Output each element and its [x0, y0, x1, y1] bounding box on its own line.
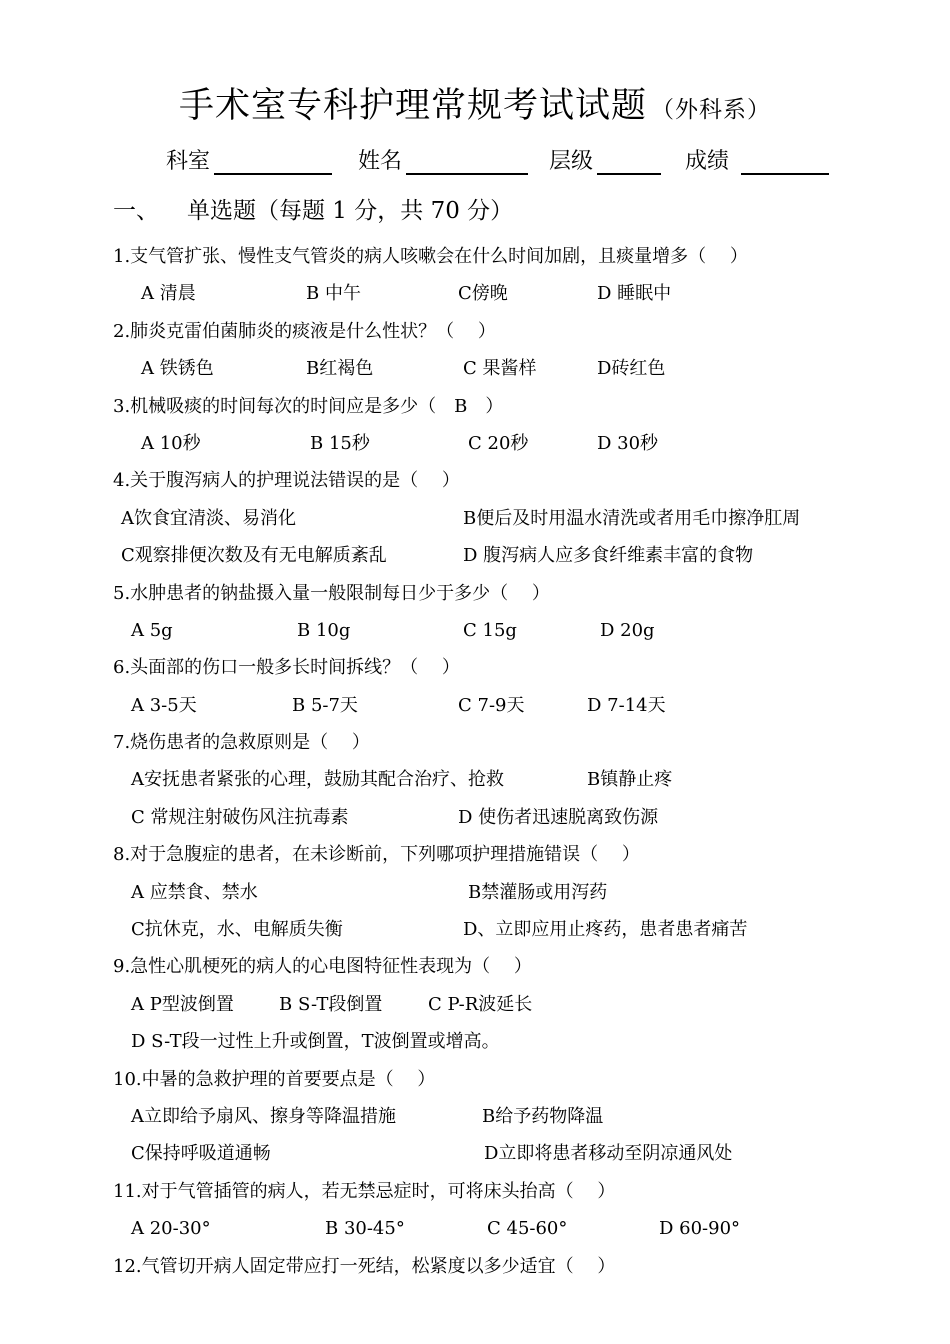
option-row [0, 803, 950, 840]
option-row [0, 878, 950, 915]
question-item [0, 840, 950, 877]
question-text: 10.中暑的急救护理的首要要点是（ ） [113, 1068, 436, 1090]
option-c[interactable]: C 7-9天 [458, 694, 525, 716]
question-item [0, 392, 950, 429]
question-text: 9.急性心肌梗死的病人的心电图特征性表现为（ ） [113, 956, 532, 978]
question-item [0, 466, 950, 503]
option-a[interactable]: A饮食宜清淡、易消化 [121, 507, 296, 529]
option-row [0, 429, 950, 466]
question-text: 2.肺炎克雷伯菌肺炎的痰液是什么性状？（ ） [113, 320, 496, 342]
option-c[interactable]: C抗休克，水、电解质失衡 [131, 919, 343, 941]
question-text: 3.机械吸痰的时间每次的时间应是多少（ B ） [113, 395, 504, 417]
option-b[interactable]: B红褐色 [306, 358, 374, 380]
option-row [0, 1027, 950, 1064]
option-b[interactable]: B 30-45° [325, 1218, 405, 1240]
option-a[interactable]: A 10秒 [141, 432, 201, 454]
option-c[interactable]: C 45-60° [487, 1218, 568, 1240]
question-item [0, 242, 950, 279]
question-text: 5.水肿患者的钠盐摄入量一般限制每日少于多少（ ） [113, 582, 550, 604]
option-row [0, 1102, 950, 1139]
option-a[interactable]: A 3-5天 [131, 694, 197, 716]
option-c[interactable]: C 15g [463, 619, 517, 641]
option-b[interactable]: B 中午 [306, 283, 361, 305]
field-department-label: 科室 [166, 149, 211, 174]
field-score-blank[interactable] [741, 145, 829, 175]
question-list [0, 242, 950, 1289]
option-c[interactable]: C 常规注射破伤风注抗毒素 [131, 806, 349, 828]
exam-title [0, 78, 950, 128]
field-level [549, 144, 661, 175]
option-c[interactable]: C 20秒 [468, 432, 529, 454]
field-department [166, 144, 332, 175]
option-a[interactable]: A P型波倒置 [131, 993, 234, 1015]
option-d[interactable]: D、立即应用止疼药，患者患者痛苦 [463, 919, 748, 941]
question-text: 6.头面部的伤口一般多长时间拆线？（ ） [113, 657, 460, 679]
field-score [685, 144, 829, 175]
option-d[interactable]: D 腹泻病人应多食纤维素丰富的食物 [463, 545, 754, 567]
option-a[interactable]: A 铁锈色 [141, 358, 214, 380]
option-row [0, 691, 950, 728]
option-a[interactable]: A 清晨 [141, 283, 196, 305]
question-text: 7.烧伤患者的急救原则是（ ） [113, 732, 370, 754]
option-b[interactable]: B 15秒 [310, 432, 370, 454]
exam-title-subtitle: （外科系） [651, 97, 771, 123]
section-number: 一、 [113, 198, 159, 224]
option-a[interactable]: A 应禁食、禁水 [131, 881, 258, 903]
field-name-blank[interactable] [406, 145, 528, 175]
option-row [0, 765, 950, 802]
question-text: 4.关于腹泻病人的护理说法错误的是（ ） [113, 470, 460, 492]
option-row [0, 990, 950, 1027]
question-item [0, 728, 950, 765]
option-a[interactable]: A安抚患者紧张的心理，鼓励其配合治疗、抢救 [131, 769, 504, 791]
option-d[interactable]: D 使伤者迅速脱离致伤源 [458, 806, 659, 828]
option-row [0, 354, 950, 391]
exam-title-main: 手术室专科护理常规考试试题 [178, 86, 647, 126]
option-d[interactable]: D 30秒 [597, 432, 659, 454]
option-b[interactable]: B S-T段倒置 [279, 993, 383, 1015]
option-b[interactable]: B便后及时用温水清洗或者用毛巾擦净肛周 [463, 507, 801, 529]
question-text: 11.对于气管插管的病人，若无禁忌症时，可将床头抬高（ ） [113, 1180, 616, 1202]
option-row [0, 1214, 950, 1251]
question-item [0, 1177, 950, 1214]
field-name [358, 144, 528, 175]
option-d[interactable]: D 20g [600, 619, 655, 641]
option-b[interactable]: B禁灌肠或用泻药 [468, 881, 608, 903]
question-item [0, 952, 950, 989]
option-c[interactable]: C保持呼吸道通畅 [131, 1143, 271, 1165]
option-d[interactable]: D 睡眠中 [597, 283, 672, 305]
section-title: 单选题（每题 1 分，共 70 分） [187, 198, 514, 224]
question-item [0, 1252, 950, 1289]
option-row [0, 541, 950, 578]
option-d[interactable]: D S-T段一过性上升或倒置，T波倒置或增高。 [131, 1031, 500, 1053]
option-row [0, 915, 950, 952]
question-item [0, 317, 950, 354]
option-a[interactable]: A立即给予扇风、擦身等降温措施 [131, 1105, 396, 1127]
question-text: 12.气管切开病人固定带应打一死结，松紧度以多少适宜（ ） [113, 1255, 616, 1277]
option-c[interactable]: C P-R波延长 [428, 993, 533, 1015]
option-b[interactable]: B镇静止疼 [587, 769, 673, 791]
option-a[interactable]: A 20-30° [131, 1218, 211, 1240]
field-department-blank[interactable] [214, 145, 332, 175]
option-a[interactable]: A 5g [131, 619, 173, 641]
option-b[interactable]: B 5-7天 [292, 694, 358, 716]
section-heading [113, 192, 513, 225]
field-level-label: 层级 [549, 149, 594, 174]
question-item [0, 1065, 950, 1102]
option-d[interactable]: D立即将患者移动至阴凉通风处 [484, 1143, 733, 1165]
option-c[interactable]: C 果酱样 [463, 358, 537, 380]
option-d[interactable]: D 7-14天 [587, 694, 666, 716]
option-row [0, 1139, 950, 1176]
field-score-label: 成绩 [685, 149, 730, 174]
option-c[interactable]: C傍晚 [458, 283, 508, 305]
option-b[interactable]: B给予药物降温 [482, 1105, 604, 1127]
field-level-blank[interactable] [597, 145, 661, 175]
question-text: 8.对于急腹症的患者，在未诊断前，下列哪项护理措施错误（ ） [113, 844, 640, 866]
option-d[interactable]: D砖红色 [597, 358, 666, 380]
field-name-label: 姓名 [358, 149, 403, 174]
option-b[interactable]: B 10g [297, 619, 351, 641]
option-c[interactable]: C观察排便次数及有无电解质紊乱 [121, 545, 387, 567]
question-item [0, 653, 950, 690]
option-row [0, 616, 950, 653]
question-item [0, 579, 950, 616]
option-row [0, 504, 950, 541]
question-text: 1.支气管扩张、慢性支气管炎的病人咳嗽会在什么时间加剧，且痰量增多（ ） [113, 246, 748, 267]
option-d[interactable]: D 60-90° [659, 1218, 741, 1240]
option-row [0, 279, 950, 316]
